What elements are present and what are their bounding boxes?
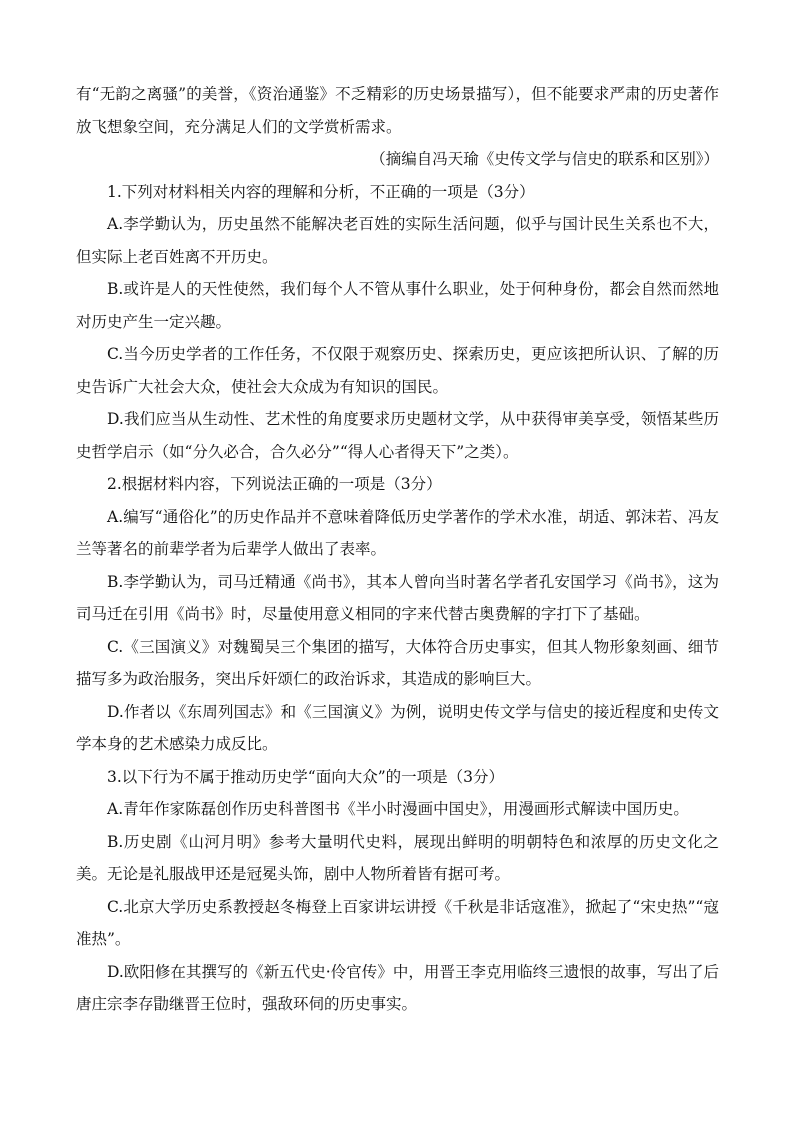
question-3-option-a: A.青年作家陈磊创作历史科普图书《半小时漫画中国史》，用漫画形式解读中国历史。 — [107, 800, 689, 818]
question-2-option-b: B.李学勤认为，司马迁精通《尚书》，其本人曾向当时著名学者孔安国学习《尚书》，这为司马迁在引用《尚书》时，尽量使用意义相同的字来代替古奥费解的字打下了基础。 — [76, 572, 719, 623]
question-1-option-d: D.我们应当从生动性、艺术性的角度要求历史题材文学，从中获得审美享受，领悟某些历史哲学启示（如“分久必合，合久必分”“得人心者得天下”之类）。 — [76, 410, 719, 461]
question-3-stem: 3.以下行为不属于推动历史学“面向大众”的一项是（3分） — [107, 767, 505, 786]
question-2-stem: 2.根据材料内容，下列说法正确的一项是（3分） — [107, 475, 442, 493]
passage-continuation: 有“无韵之离骚”的美誉，《资治通鉴》不乏精彩的历史场景描写），但不能要求严肃的历史著作放飞想象空间，充分满足人们的文学赏析需求。 — [76, 85, 719, 136]
question-1-option-c: C.当今历史学者的工作任务，不仅限于观察历史、探索历史，更应该把所认识、了解的历史告诉广大社会大众，使社会大众成为有知识的国民。 — [76, 345, 719, 396]
question-3-option-b: B.历史剧《山河月明》参考大量明代史料，展现出鲜明的明朝特色和浓厚的历史文化之美。无论是礼服战甲还是冠冕头饰，剧中人物所着皆有据可考。 — [76, 832, 719, 883]
question-2-option-d: D.作者以《东周列国志》和《三国演义》为例，说明史传文学与信史的接近程度和史传文学本身的艺术感染力成反比。 — [76, 702, 719, 753]
passage-source: （摘编自冯天瑜《史传文学与信史的联系和区别》） — [370, 150, 719, 168]
question-3-option-c: C.北京大学历史系教授赵冬梅登上百家讲坛讲授《千秋是非话寇准》，掀起了“宋史热”“寇准热”。 — [76, 897, 719, 948]
question-1-stem: 1.下列对材料相关内容的理解和分析，不正确的一项是（3分） — [107, 182, 535, 201]
question-2-option-c: C.《三国演义》对魏蜀吴三个集团的描写，大体符合历史事实，但其人物形象刻画、细节描写多为政治服务，突出斥奸颂仁的政治诉求，其造成的影响巨大。 — [76, 637, 719, 688]
exam-content — [76, 78, 719, 1021]
question-1-option-b: B.或许是人的天性使然，我们每个人不管从事什么职业，处于何种身份，都会自然而然地对历史产生一定兴趣。 — [76, 280, 719, 331]
question-2-option-a: A.编写“通俗化”的历史作品并不意味着降低历史学著作的学术水准，胡适、郭沫若、冯友兰等著名的前辈学者为后辈学人做出了表率。 — [76, 507, 719, 558]
question-1-option-a: A.李学勤认为，历史虽然不能解决老百姓的实际生活问题，似乎与国计民生关系也不大，但实际上老百姓离不开历史。 — [76, 215, 719, 266]
question-3-option-d: D.欧阳修在其撰写的《新五代史·伶官传》中，用晋王李克用临终三遗恨的故事，写出了后唐庄宗李存勖继晋王位时，强敌环伺的历史事实。 — [76, 962, 719, 1013]
